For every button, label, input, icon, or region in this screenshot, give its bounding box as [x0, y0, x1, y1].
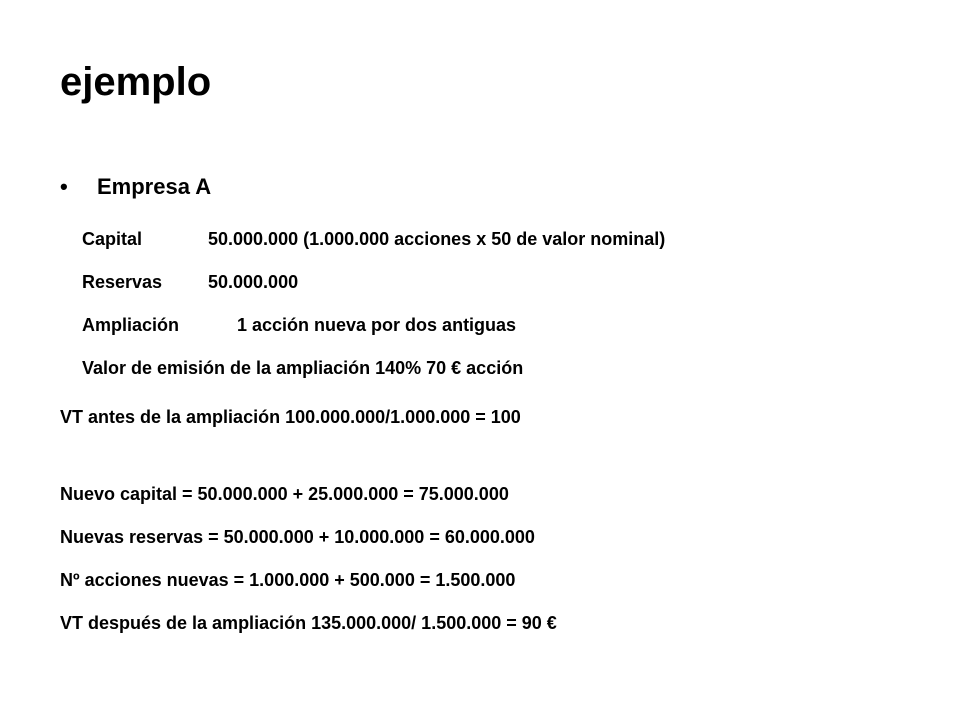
capital-label: Capital	[82, 229, 143, 249]
ampliacion-line	[82, 316, 516, 334]
capital-line	[82, 230, 665, 248]
reservas-value: 50.000.000	[208, 272, 299, 292]
capital-value: 50.000.000 (1.000.000 acciones x 50 de valor nominal)	[208, 229, 666, 249]
acciones-nuevas-line: Nº acciones nuevas = 1.000.000 + 500.000 = 1.500.000	[60, 570, 516, 590]
ampliacion-label: Ampliación	[82, 315, 180, 335]
vt-despues-line: VT después de la ampliación 135.000.000/ 1.500.000 = 90 €	[60, 613, 557, 633]
reservas-label: Reservas	[82, 272, 163, 292]
slide-title: ejemplo	[60, 60, 212, 104]
bullet-text: Empresa A	[97, 174, 212, 199]
reservas-line	[82, 273, 298, 291]
nuevas-reservas-line: Nuevas reservas = 50.000.000 + 10.000.000 = 60.000.000	[60, 527, 535, 547]
bullet-icon: •	[60, 174, 68, 199]
vt-antes-line: VT antes de la ampliación 100.000.000/1.000.000 = 100	[60, 407, 521, 427]
nuevo-capital-line: Nuevo capital = 50.000.000 + 25.000.000 = 75.000.000	[60, 484, 509, 504]
ampliacion-value: 1 acción nueva por dos antiguas	[237, 315, 517, 335]
emision-line: Valor de emisión de la ampliación 140% 70 € acción	[82, 358, 524, 378]
